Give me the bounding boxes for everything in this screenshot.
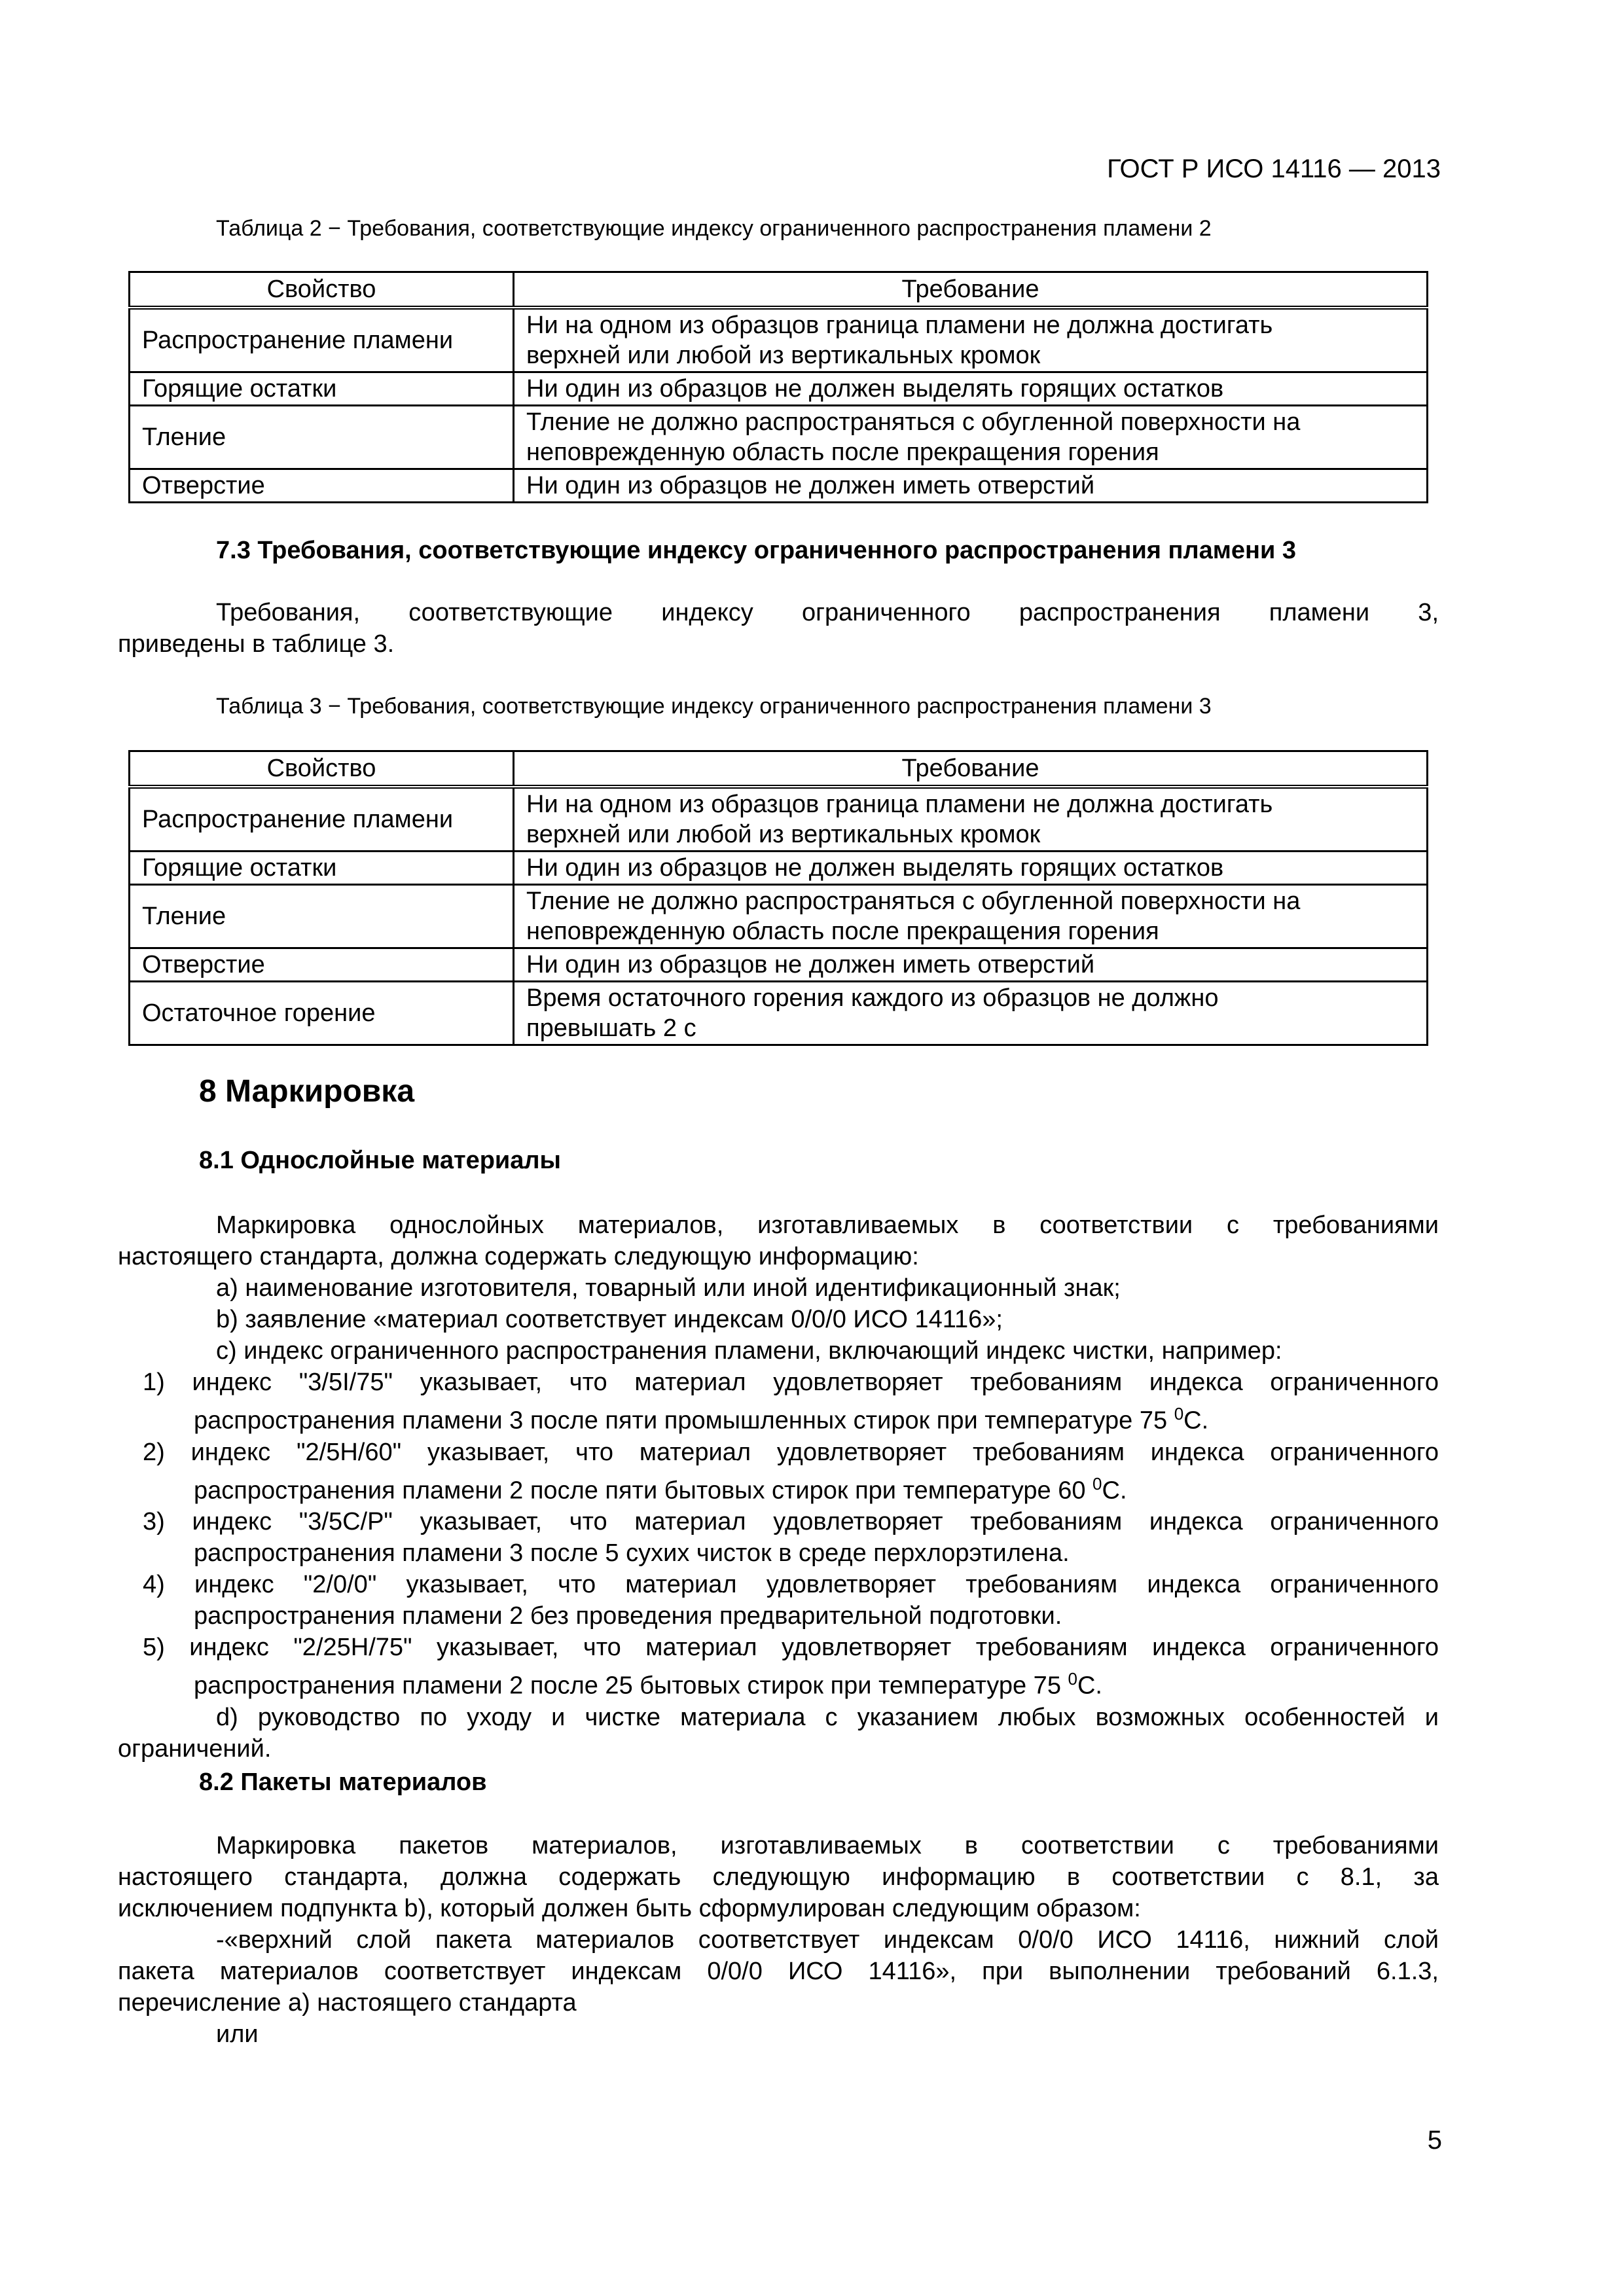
table-2 (128, 271, 1428, 503)
example-line: 3) индекс "3/5C/P" указывает, что материал удовлетворяет требованиям индекса ограниченного (143, 1508, 1439, 1536)
paragraph-line: Маркировка пакетов материалов, изготавливаемых в соответствии с требованиями (216, 1832, 1439, 1859)
degree-superscript: 0 (1068, 1669, 1077, 1689)
section-8-heading: 8 Маркировка (199, 1074, 415, 1109)
requirement-line: Ни на одном из образцов граница пламени не должна достигать (526, 312, 1273, 339)
table-3 (128, 750, 1428, 1046)
requirement-cell (514, 469, 1428, 503)
requirement-line: Ни один из образцов не должен выделять горящих остатков (526, 375, 1224, 403)
unit-text: C. (1183, 1407, 1209, 1435)
table-row (130, 948, 1428, 982)
example-text: распространения пламени 2 после пяти бытовых стирок при температуре 60 (194, 1477, 1093, 1505)
section-8-2-body (118, 1830, 1439, 2050)
table-row (130, 885, 1428, 948)
table-row (130, 469, 1428, 503)
section-8-1-body (118, 1210, 1439, 1765)
example-line: распространения пламени 2 без проведения предварительной подготовки. (194, 1602, 1062, 1630)
requirement-line: Время остаточного горения каждого из образцов не должно (526, 984, 1219, 1012)
requirement-line: Тление не должно распространяться с обугленной поверхности на (526, 888, 1301, 915)
degree-superscript: 0 (1174, 1404, 1184, 1424)
paragraph-line: Маркировка однослойных материалов, изготавливаемых в соответствии с требованиями (216, 1211, 1439, 1239)
property-cell: Горящие остатки (130, 852, 514, 885)
table-row (130, 308, 1428, 372)
requirement-line: неповрежденную область после прекращения горения (526, 439, 1159, 466)
requirement-cell (514, 885, 1428, 948)
example-text: распространения пламени 2 после 25 бытовых стирок при температуре 75 (194, 1672, 1068, 1700)
paragraph-line: пакета материалов соответствует индексам 0/0/0 ИСО 14116», при выполнении требований 6.1.3, (118, 1958, 1439, 1985)
property-cell: Отверстие (130, 469, 514, 503)
requirement-line: Ни один из образцов не должен иметь отверстий (526, 472, 1095, 499)
table-row (130, 372, 1428, 406)
requirement-cell (514, 406, 1428, 469)
requirement-cell (514, 852, 1428, 885)
unit-text: C. (1102, 1477, 1127, 1505)
list-item: c) индекс ограниченного распространения пламени, включающий индекс чистки, например: (216, 1337, 1282, 1365)
property-cell: Тление (130, 885, 514, 948)
table-header-row (130, 272, 1428, 308)
list-item: d) руководство по уходу и чистке материала с указанием любых возможных особенностей и (216, 1703, 1439, 1731)
requirement-cell (514, 982, 1428, 1045)
paragraph-line: ограничений. (118, 1734, 272, 1763)
requirement-line: Ни на одном из образцов граница пламени не должна достигать (526, 791, 1273, 818)
list-item: b) заявление «материал соответствует индексам 0/0/0 ИСО 14116»; (216, 1306, 1003, 1333)
table-row (130, 982, 1428, 1045)
table-row (130, 852, 1428, 885)
section-8-1-heading: 8.1 Однослойные материалы (199, 1147, 562, 1174)
requirement-cell (514, 948, 1428, 982)
requirement-line: превышать 2 с (526, 1014, 696, 1042)
table-header-row (130, 751, 1428, 787)
table-row (130, 787, 1428, 852)
column-header-requirement: Требование (514, 751, 1428, 787)
section-8-2-heading: 8.2 Пакеты материалов (199, 1768, 487, 1796)
column-header-property: Свойство (130, 272, 514, 308)
property-cell: Распространение пламени (130, 787, 514, 852)
example-line: распространения пламени 3 после 5 сухих чисток в среде перхлорэтилена. (194, 1539, 1070, 1568)
paragraph-line: настоящего стандарта, должна содержать следующую информацию: (118, 1243, 919, 1270)
example-line (118, 1468, 1439, 1507)
example-line: 2) индекс "2/5H/60" указывает, что материал удовлетворяет требованиям индекса ограниченного (143, 1438, 1439, 1466)
example-line: 5) индекс "2/25H/75" указывает, что материал удовлетворяет требованиям индекса ограниченного (143, 1634, 1439, 1662)
page-number: 5 (1427, 2126, 1442, 2155)
property-cell: Распространение пламени (130, 308, 514, 372)
paragraph-line: перечисление а) настоящего стандарта (118, 1989, 577, 2017)
document-code-header: ГОСТ Р ИСО 14116 — 2013 (1107, 154, 1441, 183)
paragraph-line: настоящего стандарта, должна содержать следующую информацию в соответствии с 8.1, за (118, 1863, 1439, 1891)
column-header-property: Свойство (130, 751, 514, 787)
example-line (118, 1398, 1439, 1437)
property-cell: Отверстие (130, 948, 514, 982)
example-text: распространения пламени 3 после пяти промышленных стирок при температуре 75 (194, 1407, 1174, 1435)
property-cell: Тление (130, 406, 514, 469)
example-line: 4) индекс "2/0/0" указывает, что материал удовлетворяет требованиям индекса ограниченного (143, 1571, 1439, 1599)
requirement-line: верхней или любой из вертикальных кромок (526, 342, 1041, 369)
requirement-line: Тление не должно распространяться с обугленной поверхности на (526, 408, 1301, 436)
column-header-requirement: Требование (514, 272, 1428, 308)
section-7-3-paragraph (118, 597, 1439, 660)
paragraph-line: приведены в таблице 3. (118, 630, 395, 658)
example-line: 1) индекс "3/5I/75" указывает, что материал удовлетворяет требованиям индекса ограниченного (143, 1369, 1439, 1396)
requirement-cell (514, 308, 1428, 372)
section-7-3-heading: 7.3 Требования, соответствующие индексу ограниченного распространения пламени 3 (216, 537, 1297, 564)
paragraph-line: или (216, 2020, 259, 2048)
unit-text: C. (1077, 1672, 1102, 1700)
table-3-caption: Таблица 3 − Требования, соответствующие индексу ограниченного распространения пламени 3 (216, 694, 1212, 719)
requirement-line: Ни один из образцов не должен иметь отверстий (526, 951, 1095, 978)
requirement-line: Ни один из образцов не должен выделять горящих остатков (526, 854, 1224, 882)
paragraph-line: Требования, соответствующие индексу ограниченного распространения пламени 3, (216, 599, 1439, 626)
paragraph-line: исключением подпункта b), который должен быть сформулирован следующим образом: (118, 1895, 1141, 1922)
degree-superscript: 0 (1092, 1473, 1102, 1494)
requirement-cell (514, 787, 1428, 852)
property-cell: Остаточное горение (130, 982, 514, 1045)
paragraph-line: -«верхний слой пакета материалов соответствует индексам 0/0/0 ИСО 14116, нижний слой (216, 1926, 1439, 1954)
requirement-line: верхней или любой из вертикальных кромок (526, 821, 1041, 848)
table-row (130, 406, 1428, 469)
requirement-line: неповрежденную область после прекращения горения (526, 918, 1159, 945)
example-line (118, 1663, 1439, 1702)
table-2-caption: Таблица 2 − Требования, соответствующие индексу ограниченного распространения пламени 2 (216, 216, 1212, 241)
requirement-cell (514, 372, 1428, 406)
property-cell: Горящие остатки (130, 372, 514, 406)
list-item: a) наименование изготовителя, товарный или иной идентификационный знак; (216, 1274, 1121, 1302)
